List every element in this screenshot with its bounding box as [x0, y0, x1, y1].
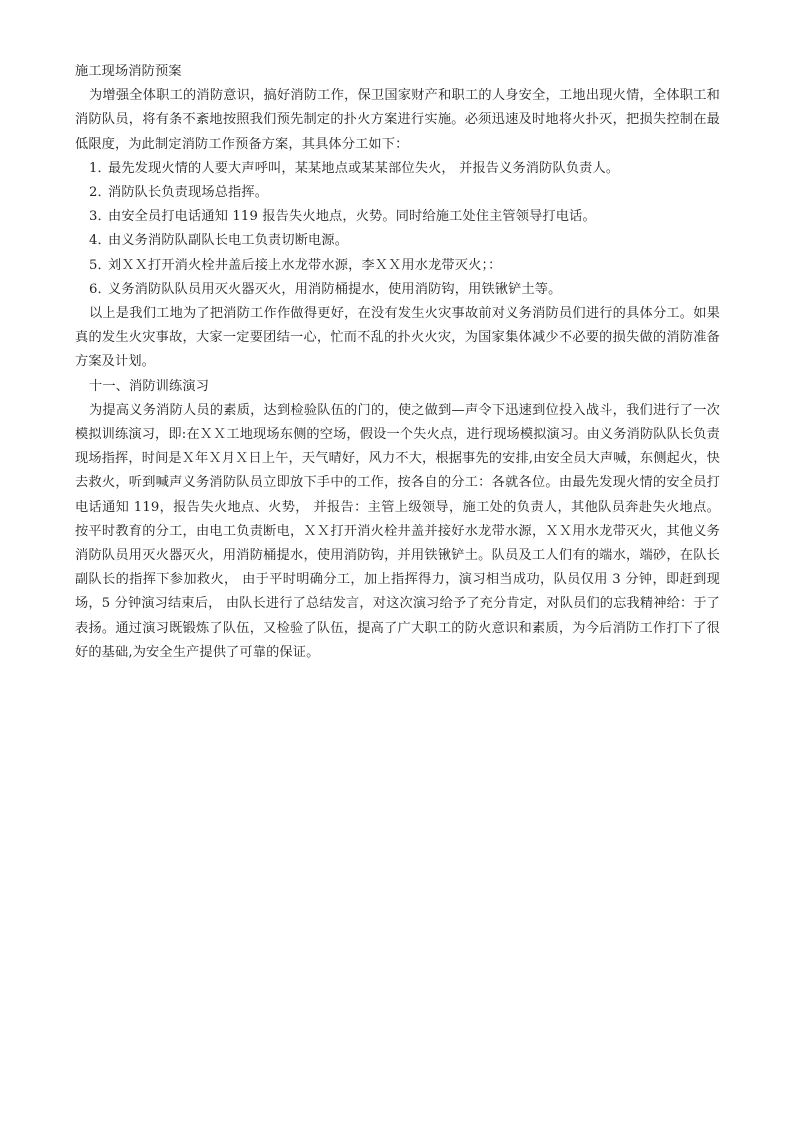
- list-item-number: 6．: [89, 281, 111, 297]
- list-item-text: 最先发现火情的人要大声呼叫，某某地点或某某部位失火， 并报告义务消防队负责人。: [108, 160, 620, 176]
- document-title: 施工现场消防预案: [75, 64, 182, 79]
- list-item-text: 消防队长负责现场总指挥。: [108, 185, 269, 201]
- list-item-number: 1．: [89, 160, 111, 176]
- list-item-text: 义务消防队队员用灭火器灭火，用消防桶提水，使用消防钩，用铁锹铲土等。: [108, 281, 562, 297]
- section-heading: 十一、消防训练演习: [89, 378, 210, 394]
- list-item-number: 3．: [89, 209, 111, 225]
- list-item: [75, 278, 720, 302]
- list-item: [75, 229, 720, 253]
- drill-paragraph: 为提高义务消防人员的素质，达到检验队伍的门的，使之做到—声令下迅速到位投入战斗，我们进行了一次模拟训练演习，即:在ＸＸ工地现场东侧的空场，假设一个失火点，进行现场模拟演习。由义务消防队队长负责现场指挥，时间是Ｘ年Ｘ月Ｘ日上午，天气晴好，风力不大，根据事先的安排,由安全员大声喊，东侧起火，快去救火，听到喊声义务消防队员立即放下手中的工作，按各自的分工：各就各位。由最先发现火情的安全员打电话通知 119，报告失火地点、火势， 并报告：主管上级领导，施工处的负责人，其他队员奔赴失火地点。按平时教育的分工，由电工负责断电，ＸＸ打开消火栓井盖并接好水龙带水源，ＸＸ用水龙带灭火，其他义务消防队员用灭火器灭火，用消防桶提水，使用消防钩，并用铁锹铲土。队员及工人们有的端水，端砂，在队长副队长的指挥下参加救火， 由于平时明确分工，加上指挥得力，演习相当成功，队员仅用 3 分钟，即赶到现场，5 分钟演习结束后， 由队长进行了总结发言，对这次演习给予了充分肯定，对队员们的忘我精神给：于了表扬。通过演习既锻炼了队伍，又检验了队伍，提高了广大职工的防火意识和素质，为今后消防工作打下了很好的基础,为安全生产提供了可靠的保证。: [75, 402, 720, 660]
- list-item: [75, 181, 720, 205]
- summary-paragraph: 以上是我们工地为了把消防工作作做得更好，在没有发生火灾事故前对义务消防员们进行的具体分工。如果真的发生火灾事故，大家一定要团结一心，忙而不乱的扑火火灾，为国家集体减少不必要的损失做的消防准备方案及计划。: [75, 306, 720, 370]
- list-item-number: 2．: [89, 185, 111, 201]
- document-page: [75, 60, 720, 665]
- list-item-text: 刘ＸＸ打开消火栓井盖后接上水龙带水源，李ＸＸ用水龙带灭火；：: [108, 257, 502, 273]
- intro-paragraph: 为增强全体职工的消防意识，搞好消防工作，保卫国家财产和职工的人身安全，工地出现火情，全体职工和消防队员，将有条不紊地按照我们预先制定的扑火方案进行实施。必须迅速及时地将火扑灭，把损失控制在最低限度，为此制定消防工作预备方案，其具体分工如下：: [75, 88, 720, 152]
- list-item: [75, 254, 720, 278]
- list-item-text: 由安全员打电话通知 119 报告失火地点，火势。同时给施工处住主管领导打电话。: [108, 209, 596, 225]
- list-item-text: 由义务消防队副队长电工负责切断电源。: [108, 233, 349, 249]
- list-item: [75, 157, 720, 181]
- list-item-number: 5．: [89, 257, 111, 273]
- list-item: [75, 205, 720, 229]
- list-item-number: 4．: [89, 233, 111, 249]
